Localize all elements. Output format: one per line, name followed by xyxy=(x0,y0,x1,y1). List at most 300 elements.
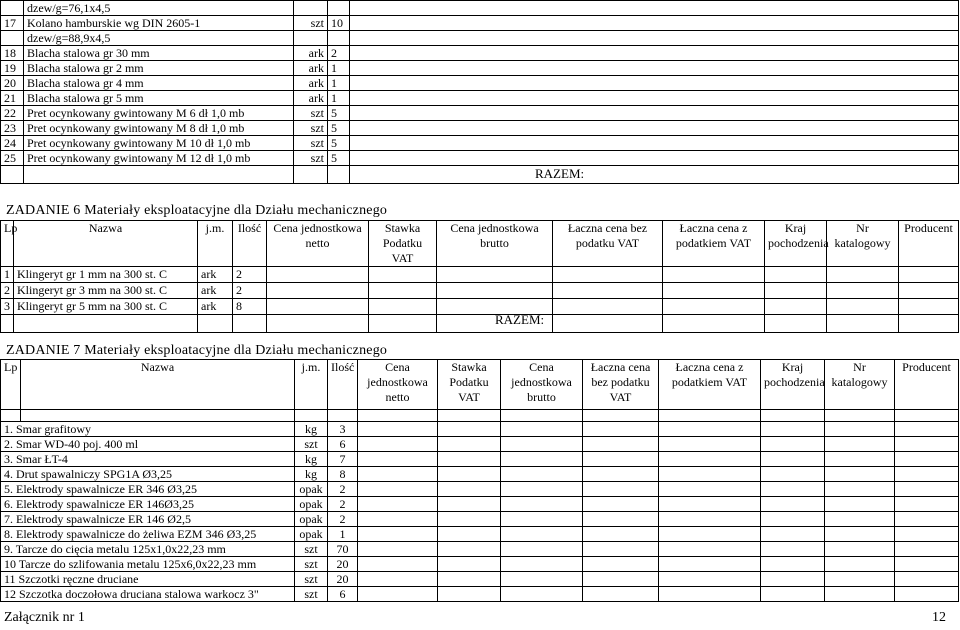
row-unit: ark xyxy=(198,267,233,283)
row-empty-cell xyxy=(501,437,583,452)
row-empty-cell xyxy=(501,467,583,482)
row-qty: 8 xyxy=(233,299,267,315)
spacer-cell xyxy=(21,410,295,422)
table-row xyxy=(1,482,959,497)
row-name: Pret ocynkowany gwintowany M 10 dł 1,0 mb xyxy=(24,136,294,151)
row-empty-cell xyxy=(501,572,583,587)
razem-cell xyxy=(899,315,959,333)
header-total-net: Łaczna cena bez podatku VAT xyxy=(553,221,663,267)
row-extra xyxy=(350,76,959,91)
table-row xyxy=(1,151,959,166)
row-qty: 5 xyxy=(328,106,350,121)
table-row xyxy=(1,467,959,482)
row-unit: ark xyxy=(294,76,328,91)
spacer-cell xyxy=(761,410,825,422)
row-empty-cell xyxy=(583,587,659,602)
row-empty-cell xyxy=(358,422,438,437)
table-row xyxy=(1,1,959,16)
row-empty-cell xyxy=(358,527,438,542)
row-lp: 2 xyxy=(1,283,14,299)
header-country: Kraj pochodzenia xyxy=(765,221,827,267)
row-empty-cell xyxy=(358,437,438,452)
row-empty-cell xyxy=(501,482,583,497)
row-empty-cell xyxy=(267,283,369,299)
row-name: Pret ocynkowany gwintowany M 8 dł 1,0 mb xyxy=(24,121,294,136)
row-empty-cell xyxy=(761,527,825,542)
row-unit: ark xyxy=(294,91,328,106)
row-unit: szt xyxy=(295,587,328,602)
spacer-cell xyxy=(358,410,438,422)
row-name: Blacha stalowa gr 30 mm xyxy=(24,46,294,61)
razem-cell xyxy=(267,315,369,333)
table-row xyxy=(1,542,959,557)
row-empty-cell xyxy=(761,512,825,527)
razem-cell xyxy=(198,315,233,333)
row-empty-cell xyxy=(583,557,659,572)
row-qty: 5 xyxy=(328,151,350,166)
row-unit: opak xyxy=(295,527,328,542)
row-empty-cell xyxy=(267,267,369,283)
row-unit: kg xyxy=(295,467,328,482)
table-row xyxy=(1,267,959,283)
razem-cell xyxy=(24,166,294,184)
row-qty: 10 xyxy=(328,16,350,31)
header-lp: Lp xyxy=(1,360,21,410)
row-empty-cell xyxy=(659,452,761,467)
row-empty-cell xyxy=(825,437,895,452)
row-empty-cell xyxy=(895,512,959,527)
row-lp: 1 xyxy=(1,267,14,283)
spacer-cell xyxy=(825,410,895,422)
row-empty-cell xyxy=(438,587,501,602)
row-empty-cell xyxy=(438,452,501,467)
row-name: Klingeryt gr 5 mm na 300 st. C xyxy=(14,299,198,315)
row-qty: 5 xyxy=(328,121,350,136)
row-qty: 3 xyxy=(328,422,358,437)
row-extra xyxy=(350,121,959,136)
row-empty-cell xyxy=(825,587,895,602)
row-empty-cell xyxy=(358,572,438,587)
row-qty: 1 xyxy=(328,91,350,106)
razem-cell xyxy=(294,166,328,184)
table-row xyxy=(1,497,959,512)
row-qty: 2 xyxy=(328,46,350,61)
row-empty-cell xyxy=(761,572,825,587)
row-empty-cell xyxy=(761,497,825,512)
row-empty-cell xyxy=(761,557,825,572)
row-unit: szt xyxy=(294,106,328,121)
row-empty-cell xyxy=(659,467,761,482)
row-empty-cell xyxy=(553,267,663,283)
header-producer: Producent xyxy=(895,360,959,410)
header-unit: j.m. xyxy=(198,221,233,267)
row-empty-cell xyxy=(895,572,959,587)
row-empty-cell xyxy=(438,527,501,542)
row-unit: ark xyxy=(198,299,233,315)
row-empty-cell xyxy=(358,512,438,527)
header-name: Nazwa xyxy=(14,221,198,267)
row-empty-cell xyxy=(438,437,501,452)
row-name: Pret ocynkowany gwintowany M 6 dł 1,0 mb xyxy=(24,106,294,121)
row-qty: 20 xyxy=(328,572,358,587)
row-unit: szt xyxy=(294,16,328,31)
row-empty-cell xyxy=(825,482,895,497)
row-empty-cell xyxy=(358,467,438,482)
row-empty-cell xyxy=(825,542,895,557)
razem-cell xyxy=(827,315,899,333)
row-extra xyxy=(350,136,959,151)
row-name: dzew/g=76,1x4,5 xyxy=(24,1,294,16)
row-name: Pret ocynkowany gwintowany M 12 dł 1,0 mb xyxy=(24,151,294,166)
row-empty-cell xyxy=(659,422,761,437)
razem-cell xyxy=(1,315,14,333)
row-empty-cell xyxy=(267,299,369,315)
row-unit xyxy=(294,1,328,16)
row-empty-cell xyxy=(659,557,761,572)
row-empty-cell xyxy=(369,283,437,299)
row-extra xyxy=(350,106,959,121)
row-empty-cell xyxy=(663,299,765,315)
row-empty-cell xyxy=(437,283,553,299)
spacer-cell xyxy=(659,410,761,422)
section7-table xyxy=(0,359,959,602)
row-empty-cell xyxy=(583,452,659,467)
razem-cell xyxy=(233,315,267,333)
row-empty-cell xyxy=(438,512,501,527)
header-net-price: Cena jednostkowa netto xyxy=(267,221,369,267)
row-empty-cell xyxy=(825,527,895,542)
row-empty-cell xyxy=(659,512,761,527)
row-empty-cell xyxy=(761,437,825,452)
row-unit: szt xyxy=(295,542,328,557)
row-qty: 2 xyxy=(328,512,358,527)
row-empty-cell xyxy=(501,497,583,512)
row-unit: kg xyxy=(295,422,328,437)
row-name: Blacha stalowa gr 2 mm xyxy=(24,61,294,76)
table-row xyxy=(1,422,959,437)
row-empty-cell xyxy=(583,437,659,452)
row-qty: 7 xyxy=(328,452,358,467)
row-empty-cell xyxy=(825,512,895,527)
table-row xyxy=(1,587,959,602)
row-lp: 19 xyxy=(1,61,24,76)
spacer-cell xyxy=(328,410,358,422)
razem-cell xyxy=(14,315,198,333)
row-empty-cell xyxy=(659,482,761,497)
row-empty-cell xyxy=(501,587,583,602)
row-empty-cell xyxy=(501,542,583,557)
razem-cell xyxy=(663,315,765,333)
row-empty-cell xyxy=(369,267,437,283)
row-extra xyxy=(350,1,959,16)
row-unit: szt xyxy=(294,121,328,136)
table-row xyxy=(1,452,959,467)
row-name: Blacha stalowa gr 5 mm xyxy=(24,91,294,106)
razem-cell xyxy=(765,315,827,333)
section6-header-row xyxy=(1,221,959,267)
footer-page-number: 12 xyxy=(932,610,946,625)
section6-title: ZADANIE 6 Materiały eksploatacyjne dla Działu mechanicznego xyxy=(6,203,388,218)
row-empty-cell xyxy=(825,497,895,512)
row-lp xyxy=(1,31,24,46)
row-qty: 5 xyxy=(328,136,350,151)
row-unit: szt xyxy=(295,437,328,452)
row-lp xyxy=(1,1,24,16)
table-row xyxy=(1,106,959,121)
header-vat-rate: Stawka Podatku VAT xyxy=(438,360,501,410)
row-empty-cell xyxy=(895,422,959,437)
row-lp: 21 xyxy=(1,91,24,106)
row-lp: 18 xyxy=(1,46,24,61)
row-unit: ark xyxy=(294,46,328,61)
row-name: 3. Smar ŁT-4 xyxy=(1,452,295,467)
spacer-row xyxy=(1,410,959,422)
row-unit: kg xyxy=(295,452,328,467)
row-qty xyxy=(328,31,350,46)
row-empty-cell xyxy=(358,497,438,512)
row-qty: 2 xyxy=(233,267,267,283)
row-empty-cell xyxy=(659,587,761,602)
row-empty-cell xyxy=(583,542,659,557)
row-lp: 17 xyxy=(1,16,24,31)
row-qty xyxy=(328,1,350,16)
row-unit: opak xyxy=(295,497,328,512)
row-empty-cell xyxy=(827,283,899,299)
row-empty-cell xyxy=(369,299,437,315)
spacer-cell xyxy=(438,410,501,422)
row-unit: szt xyxy=(294,151,328,166)
row-empty-cell xyxy=(895,497,959,512)
section7-header-row xyxy=(1,360,959,410)
row-empty-cell xyxy=(761,452,825,467)
row-lp: 3 xyxy=(1,299,14,315)
row-extra xyxy=(350,151,959,166)
table-row xyxy=(1,31,959,46)
row-extra xyxy=(350,46,959,61)
row-lp: 24 xyxy=(1,136,24,151)
row-name: 8. Elektrody spawalnicze do żeliwa EZM 346 Ø3,25 xyxy=(1,527,295,542)
row-qty: 2 xyxy=(233,283,267,299)
header-unit: j.m. xyxy=(295,360,328,410)
row-name: 9. Tarcze do cięcia metalu 125x1,0x22,23 mm xyxy=(1,542,295,557)
table-row xyxy=(1,572,959,587)
row-empty-cell xyxy=(438,497,501,512)
row-empty-cell xyxy=(438,422,501,437)
row-lp: 25 xyxy=(1,151,24,166)
row-empty-cell xyxy=(761,467,825,482)
row-empty-cell xyxy=(825,572,895,587)
section7-title: ZADANIE 7 Materiały eksploatacyjne dla Działu mechanicznego xyxy=(6,343,388,358)
row-empty-cell xyxy=(583,467,659,482)
spacer-cell xyxy=(295,410,328,422)
row-name: dzew/g=88,9x4,5 xyxy=(24,31,294,46)
row-unit: ark xyxy=(294,61,328,76)
row-empty-cell xyxy=(663,267,765,283)
row-empty-cell xyxy=(358,587,438,602)
row-empty-cell xyxy=(659,497,761,512)
table-row xyxy=(1,437,959,452)
row-empty-cell xyxy=(501,512,583,527)
row-extra xyxy=(350,91,959,106)
row-unit: ark xyxy=(198,283,233,299)
row-qty: 6 xyxy=(328,587,358,602)
row-name: Kolano hamburskie wg DIN 2605-1 xyxy=(24,16,294,31)
header-catalog: Nr katalogowy xyxy=(825,360,895,410)
row-empty-cell xyxy=(438,482,501,497)
table-row xyxy=(1,16,959,31)
row-empty-cell xyxy=(825,467,895,482)
row-empty-cell xyxy=(583,512,659,527)
header-vat-rate: Stawka Podatku VAT xyxy=(369,221,437,267)
razem-row xyxy=(1,166,959,184)
header-total-net: Łaczna cena bez podatku VAT xyxy=(583,360,659,410)
row-qty: 2 xyxy=(328,497,358,512)
top-razem-label: RAZEM: xyxy=(535,166,585,181)
row-qty: 8 xyxy=(328,467,358,482)
header-qty: Ilość xyxy=(233,221,267,267)
row-empty-cell xyxy=(438,557,501,572)
row-qty: 1 xyxy=(328,527,358,542)
row-empty-cell xyxy=(825,422,895,437)
table-row xyxy=(1,512,959,527)
row-qty: 6 xyxy=(328,437,358,452)
table-row xyxy=(1,91,959,106)
table-row xyxy=(1,283,959,299)
row-name: 7. Elektrody spawalnicze ER 146 Ø2,5 xyxy=(1,512,295,527)
row-empty-cell xyxy=(895,482,959,497)
row-lp: 23 xyxy=(1,121,24,136)
row-empty-cell xyxy=(659,437,761,452)
razem-cell xyxy=(1,166,24,184)
row-empty-cell xyxy=(501,452,583,467)
row-empty-cell xyxy=(501,527,583,542)
row-empty-cell xyxy=(358,542,438,557)
row-name: Blacha stalowa gr 4 mm xyxy=(24,76,294,91)
row-unit: szt xyxy=(295,557,328,572)
row-empty-cell xyxy=(583,572,659,587)
row-name: 12 Szczotka doczołowa druciana stalowa warkocz 3" xyxy=(1,587,295,602)
row-qty: 70 xyxy=(328,542,358,557)
row-unit: szt xyxy=(295,572,328,587)
razem-cell xyxy=(350,166,959,184)
row-empty-cell xyxy=(358,482,438,497)
row-name: 1. Smar grafitowy xyxy=(1,422,295,437)
row-empty-cell xyxy=(438,542,501,557)
row-empty-cell xyxy=(895,587,959,602)
row-unit: szt xyxy=(294,136,328,151)
row-empty-cell xyxy=(438,467,501,482)
table-row xyxy=(1,121,959,136)
row-name: 2. Smar WD-40 poj. 400 ml xyxy=(1,437,295,452)
top-materials-table xyxy=(0,0,959,184)
table-row xyxy=(1,76,959,91)
row-empty-cell xyxy=(895,452,959,467)
spacer-cell xyxy=(583,410,659,422)
header-lp: Lp xyxy=(1,221,14,267)
row-extra xyxy=(350,31,959,46)
row-empty-cell xyxy=(659,527,761,542)
row-empty-cell xyxy=(358,452,438,467)
section6-table xyxy=(0,220,959,333)
row-name: Klingeryt gr 3 mm na 300 st. C xyxy=(14,283,198,299)
row-qty: 20 xyxy=(328,557,358,572)
row-empty-cell xyxy=(895,542,959,557)
header-qty: Ilość xyxy=(328,360,358,410)
row-empty-cell xyxy=(437,267,553,283)
row-empty-cell xyxy=(765,267,827,283)
table-row xyxy=(1,299,959,315)
header-country: Kraj pochodzenia xyxy=(761,360,825,410)
header-net-price: Cena jednostkowa netto xyxy=(358,360,438,410)
header-total-gross: Łaczna cena z podatkiem VAT xyxy=(663,221,765,267)
row-empty-cell xyxy=(761,542,825,557)
row-name: 6. Elektrody spawalnicze ER 146Ø3,25 xyxy=(1,497,295,512)
row-qty: 2 xyxy=(328,482,358,497)
row-empty-cell xyxy=(895,437,959,452)
table-row xyxy=(1,61,959,76)
row-empty-cell xyxy=(765,299,827,315)
row-empty-cell xyxy=(659,572,761,587)
row-lp: 20 xyxy=(1,76,24,91)
row-extra xyxy=(350,16,959,31)
row-empty-cell xyxy=(895,467,959,482)
table-row xyxy=(1,527,959,542)
table-row xyxy=(1,557,959,572)
table-row xyxy=(1,46,959,61)
row-empty-cell xyxy=(659,542,761,557)
row-empty-cell xyxy=(663,283,765,299)
row-empty-cell xyxy=(358,557,438,572)
section6-razem-label: RAZEM: xyxy=(495,312,545,327)
row-qty: 1 xyxy=(328,76,350,91)
razem-row xyxy=(1,315,959,333)
row-name: 10 Tarcze do szlifowania metalu 125x6,0x22,23 mm xyxy=(1,557,295,572)
row-unit: opak xyxy=(295,512,328,527)
row-empty-cell xyxy=(501,422,583,437)
razem-cell xyxy=(328,166,350,184)
header-catalog: Nr katalogowy xyxy=(827,221,899,267)
row-name: 4. Drut spawalniczy SPG1A Ø3,25 xyxy=(1,467,295,482)
row-empty-cell xyxy=(553,283,663,299)
row-name: 11 Szczotki ręczne druciane xyxy=(1,572,295,587)
row-empty-cell xyxy=(583,482,659,497)
header-producer: Producent xyxy=(899,221,959,267)
spacer-cell xyxy=(501,410,583,422)
spacer-cell xyxy=(895,410,959,422)
row-empty-cell xyxy=(899,267,959,283)
header-name: Nazwa xyxy=(21,360,295,410)
row-qty: 1 xyxy=(328,61,350,76)
row-empty-cell xyxy=(895,527,959,542)
footer-attachment-label: Załącznik nr 1 xyxy=(4,610,85,625)
row-empty-cell xyxy=(765,283,827,299)
row-unit xyxy=(294,31,328,46)
header-gross-price: Cena jednostkowa brutto xyxy=(501,360,583,410)
row-empty-cell xyxy=(827,267,899,283)
row-empty-cell xyxy=(899,283,959,299)
row-empty-cell xyxy=(553,299,663,315)
row-name: Klingeryt gr 1 mm na 300 st. C xyxy=(14,267,198,283)
row-empty-cell xyxy=(825,452,895,467)
row-empty-cell xyxy=(761,587,825,602)
row-name: 5. Elektrody spawalnicze ER 346 Ø3,25 xyxy=(1,482,295,497)
row-extra xyxy=(350,61,959,76)
razem-cell xyxy=(369,315,437,333)
row-empty-cell xyxy=(761,482,825,497)
row-empty-cell xyxy=(583,497,659,512)
row-empty-cell xyxy=(827,299,899,315)
row-unit: opak xyxy=(295,482,328,497)
